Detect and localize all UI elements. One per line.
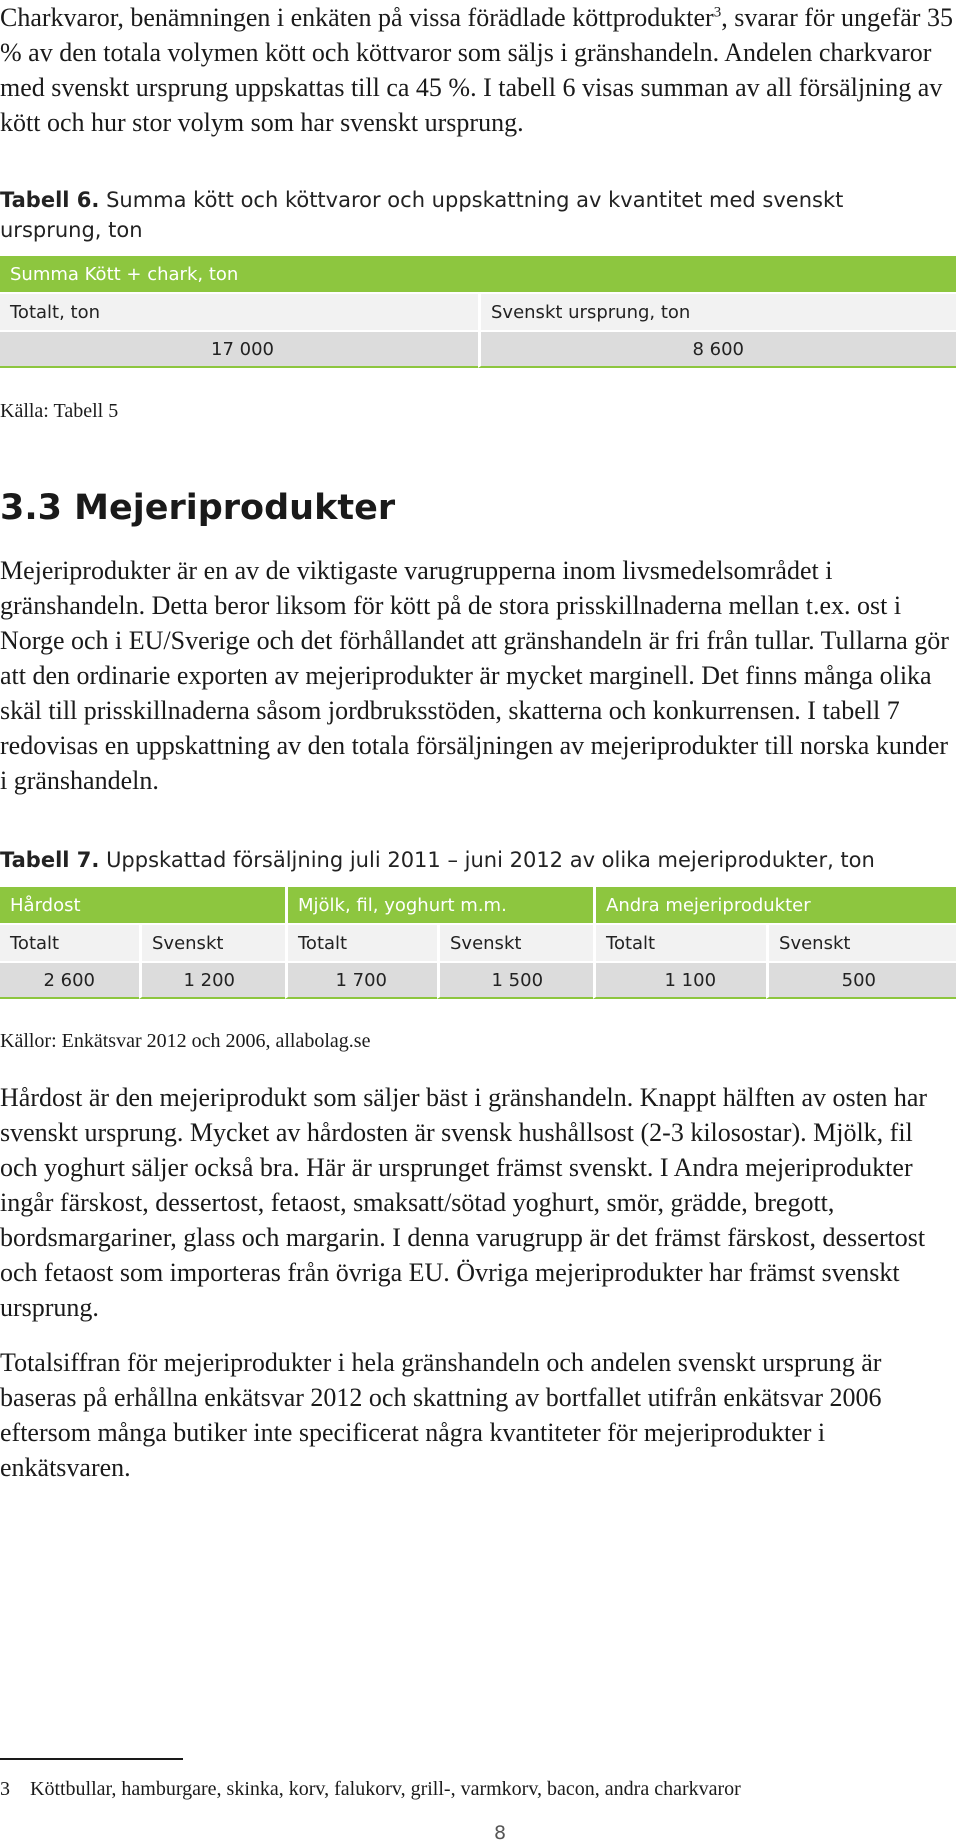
table7-source: Källor: Enkätsvar 2012 och 2006, allabolag.se [0,1030,371,1052]
footnote [0,1778,741,1801]
table7-subheader: Svenskt [437,923,593,961]
table7-caption-text: Uppskattad försäljning juli 2011 – juni 2012 av olika mejeriprodukter, ton [106,848,875,872]
table7-group-milk: Mjölk, fil, yoghurt m.m. [285,887,593,923]
table7-subheader: Svenskt [139,923,285,961]
table6-value-total: 17 000 [0,330,478,368]
intro-paragraph [0,0,956,140]
intro-text-b: , svarar för ungefär 35 % av den totala volymen kött och köttvaror som säljs i gränshandeln. Andelen charkvaror med svenskt ursprung uppskattas till ca 45 %. I tabell 6 visas summan av all försäljning av kött och hur stor volym som har svenskt ursprung. [0,3,953,137]
table6-label: Tabell 6. [0,188,100,212]
table6-header: Summa Kött + chark, ton [0,256,956,292]
footnote-rule [0,1758,183,1760]
footnote-text: Köttbullar, hamburgare, skinka, korv, falukorv, grill-, varmkorv, bacon, andra charkvaror [30,1778,741,1800]
table7 [0,887,956,999]
section-heading: 3.3 Mejeriprodukter [0,488,396,528]
table6-value-swedish: 8 600 [478,330,956,368]
table7-value: 2 600 [0,961,139,999]
intro-text-a: Charkvaror, benämningen i enkäten på vissa förädlade köttprodukter [0,3,714,32]
table7-caption [0,845,956,875]
table7-value: 500 [766,961,956,999]
section-paragraph: Mejeriprodukter är en av de viktigaste varugrupperna inom livsmedelsområdet i gränshandeln. Detta beror liksom för kött på de stora prisskillnaderna mellan t.ex. ost i Norge och i EU/Sverige och det förhållandet att gränshandeln är fri från tullar. Tullarna gör att den ordinarie exporten av mejeriprodukter är mycket marginell. Det finns många olika skäl till prisskillnaderna såsom jordbruksstöden, skatterna och konkurrensen. I tabell 7 redovisas en uppskattning av den totala försäljningen av mejeriprodukter till norska kunder i gränshandeln. [0,556,949,795]
table7-value: 1 700 [285,961,437,999]
table7-value: 1 200 [139,961,285,999]
table7-subheader: Totalt [285,923,437,961]
table7-subheader: Totalt [593,923,766,961]
table7-value: 1 500 [437,961,593,999]
table6 [0,256,956,368]
table7-group-hardost: Hårdost [0,887,285,923]
table7-group-other: Andra mejeriprodukter [593,887,956,923]
table7-value: 1 100 [593,961,766,999]
footnote-number: 3 [0,1778,10,1800]
table6-col-swedish: Svenskt ursprung, ton [478,292,956,330]
body-paragraph-1: Hårdost är den mejeriprodukt som säljer bäst i gränshandeln. Knappt hälften av osten har svenskt ursprung. Mycket av hårdosten är svensk hushållsost (2-3 kilosostar). Mjölk, fil och yoghurt säljer också bra. Här är ursprunget främst svenskt. I Andra mejeriprodukter ingår färskost, dessertost, fetaost, smaksatt/sötad yoghurt, smör, grädde, bregott, bordsmargariner, glass och margarin. I denna varugrupp är det främst färskost, dessertost och fetaost som importeras från övriga EU. Övriga mejeriprodukter har främst svenskt ursprung. [0,1083,928,1322]
table6-caption [0,185,860,245]
table7-subheader: Svenskt [766,923,956,961]
table7-subheader: Totalt [0,923,139,961]
table6-source: Källa: Tabell 5 [0,400,119,422]
body-paragraph-2: Totalsiffran för mejeriprodukter i hela gränshandeln och andelen svenskt ursprung är baseras på erhållna enkätsvar 2012 och skattning av bortfallet utifrån enkätsvar 2006 eftersom många butiker inte specificerat några kvantiteter för mejeriprodukter i enkätsvaren. [0,1348,882,1482]
footnote-ref: 3 [713,4,722,21]
table7-label: Tabell 7. [0,848,100,872]
page-number: 8 [493,1822,507,1844]
table6-col-total: Totalt, ton [0,292,478,330]
table6-caption-text: Summa kött och köttvaror och uppskattning av kvantitet med svenskt ursprung, ton [0,188,844,242]
